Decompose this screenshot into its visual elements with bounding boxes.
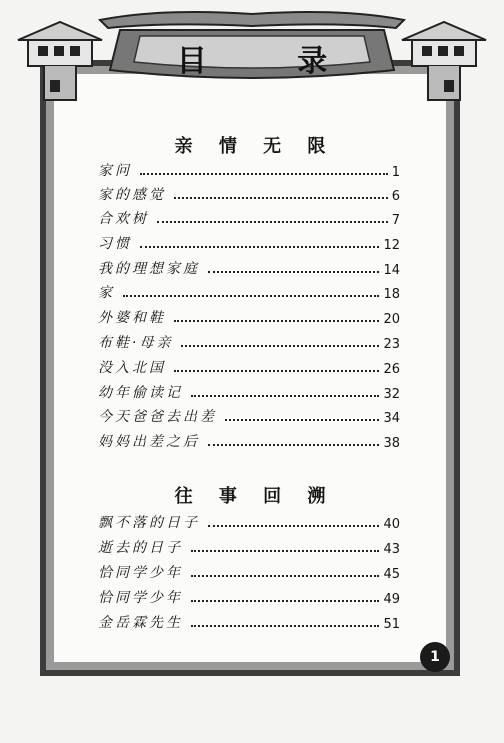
toc-entry[interactable]: [98, 206, 400, 228]
leader-dots: [191, 600, 379, 602]
toc-entry-title: 妈妈出差之后: [98, 434, 200, 450]
toc-entry-title: 金岳霖先生: [98, 615, 183, 631]
toc-entry-page: 51: [383, 617, 400, 632]
leader-dots: [191, 395, 379, 397]
page-number-badge: 1: [420, 642, 450, 672]
leader-dots: [191, 550, 379, 552]
toc-entry-title: 逝去的日子: [98, 540, 183, 556]
toc-entry[interactable]: [98, 355, 400, 377]
leader-dots: [140, 246, 379, 248]
toc-entry-title: 习惯: [98, 236, 132, 252]
toc-entry[interactable]: [98, 330, 400, 352]
toc-entry[interactable]: [98, 182, 400, 204]
leader-dots: [181, 345, 379, 347]
leader-dots: [174, 197, 388, 199]
leader-dots: [174, 370, 379, 372]
page-title: 目 录: [176, 44, 368, 79]
toc-entry-page: 20: [383, 312, 400, 327]
toc-entry-title: 家: [98, 285, 115, 301]
toc-entry-page: 7: [391, 213, 400, 228]
toc-entry[interactable]: [98, 585, 400, 607]
leader-dots: [208, 444, 379, 446]
toc-entry-title: 合欢树: [98, 211, 149, 227]
toc-entry-title: 今天爸爸去出差: [98, 409, 217, 425]
toc-entry-page: 18: [383, 287, 400, 302]
toc-entry-page: 14: [383, 263, 400, 278]
leader-dots: [208, 271, 379, 273]
toc-entry-title: 飘不落的日子: [98, 515, 200, 531]
leader-dots: [123, 295, 379, 297]
toc-entry[interactable]: [98, 305, 400, 327]
toc-entry-page: 40: [383, 517, 400, 532]
toc-entry-title: 没入北国: [98, 360, 166, 376]
toc-entry-page: 34: [383, 411, 400, 426]
toc-entry-title: 我的理想家庭: [98, 261, 200, 277]
toc-entry-page: 23: [383, 337, 400, 352]
toc-entry-title: 外婆和鞋: [98, 310, 166, 326]
toc-entry-title: 幼年偷读记: [98, 385, 183, 401]
toc-entry[interactable]: [98, 158, 400, 180]
leader-dots: [191, 575, 379, 577]
leader-dots: [157, 221, 388, 223]
toc-entry-title: 布鞋·母亲: [98, 335, 174, 351]
toc-entry[interactable]: [98, 610, 400, 632]
toc-entry-page: 1: [391, 165, 400, 180]
toc-entry-page: 49: [383, 592, 400, 607]
toc-entry[interactable]: [98, 256, 400, 278]
leader-dots: [225, 419, 379, 421]
toc-entry[interactable]: [98, 231, 400, 253]
toc-entry-page: 43: [383, 542, 400, 557]
section-title: 往 事 回 溯: [174, 486, 336, 507]
toc-entry-page: 26: [383, 362, 400, 377]
toc-entry[interactable]: [98, 429, 400, 451]
toc-entry-page: 12: [383, 238, 400, 253]
toc-entry-page: 32: [383, 387, 400, 402]
toc-entry-title: 恰同学少年: [98, 565, 183, 581]
leader-dots: [174, 320, 379, 322]
toc-entry[interactable]: [98, 560, 400, 582]
leader-dots: [191, 625, 379, 627]
toc-entry[interactable]: [98, 280, 400, 302]
toc-entry-title: 家的感觉: [98, 187, 166, 203]
toc-entry[interactable]: [98, 404, 400, 426]
toc-entry-title: 恰同学少年: [98, 590, 183, 606]
toc-entry-page: 45: [383, 567, 400, 582]
leader-dots: [140, 173, 388, 175]
section-title: 亲 情 无 限: [174, 136, 336, 157]
toc-entry[interactable]: [98, 535, 400, 557]
toc-entry-page: 38: [383, 436, 400, 451]
toc-entry-page: 6: [391, 189, 400, 204]
leader-dots: [208, 525, 379, 527]
toc-entry[interactable]: [98, 380, 400, 402]
toc-entry-title: 家问: [98, 163, 132, 179]
toc-entry[interactable]: [98, 510, 400, 532]
